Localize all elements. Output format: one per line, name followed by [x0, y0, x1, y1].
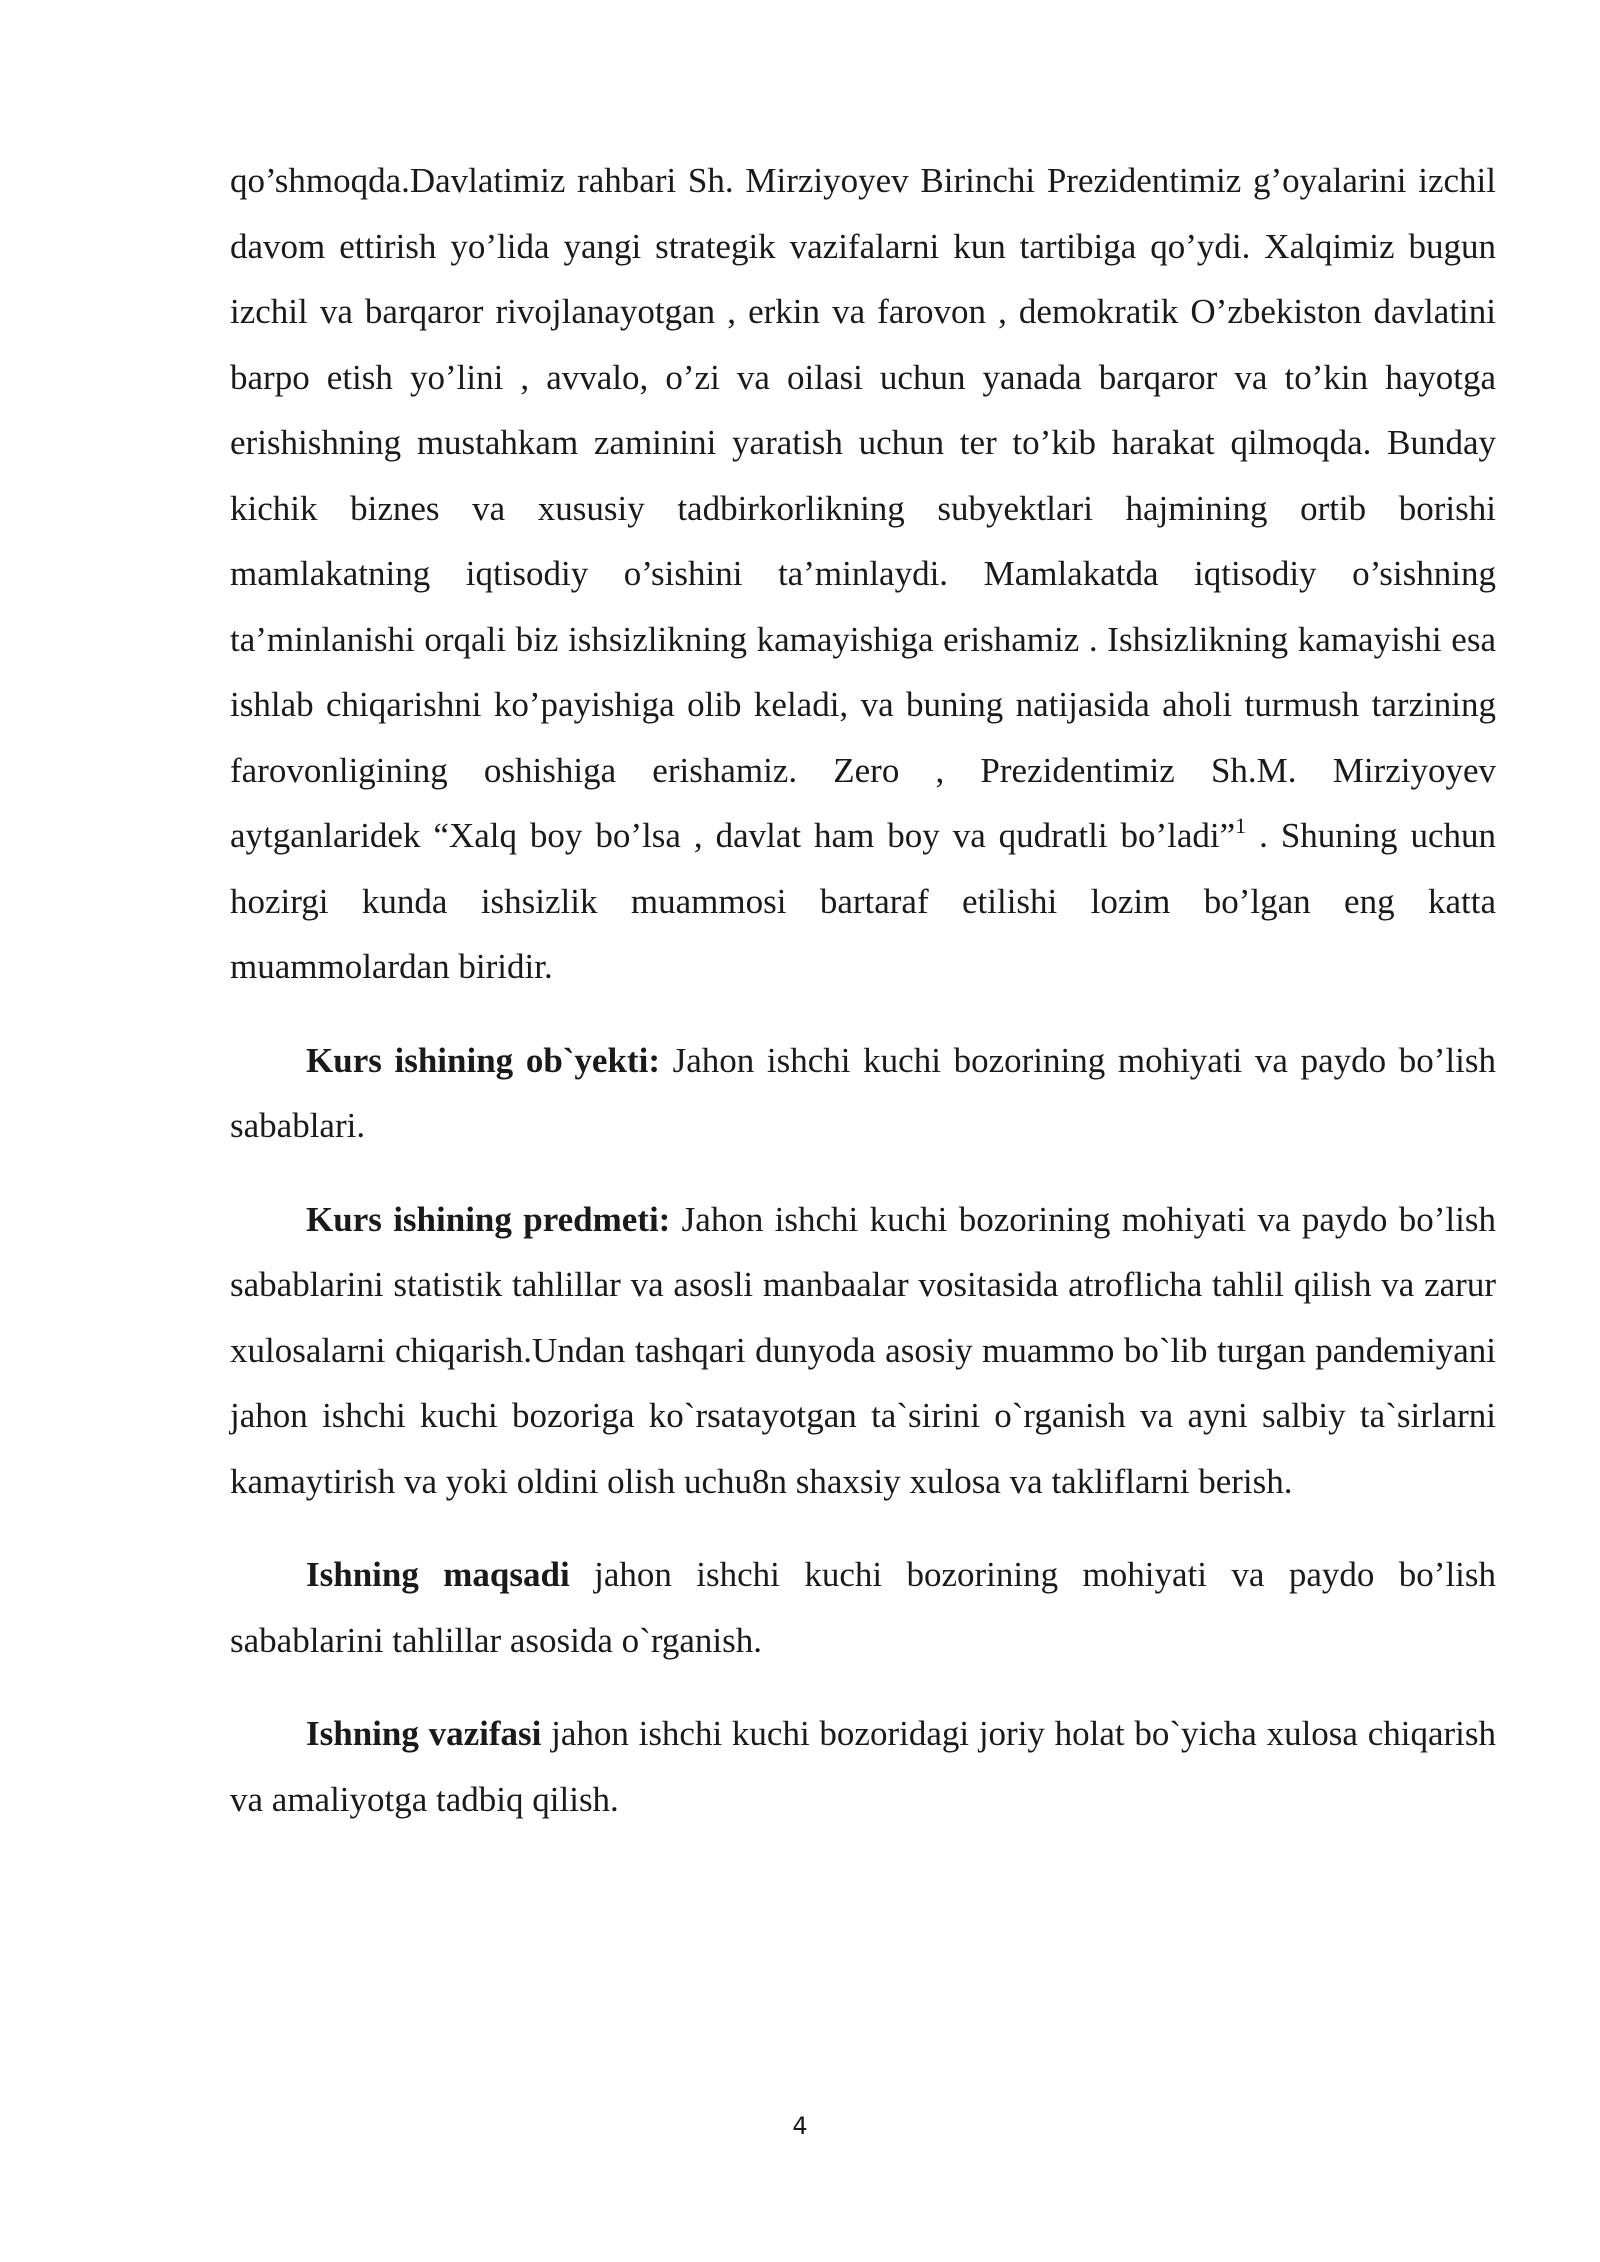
page-number: 4 [792, 2112, 808, 2140]
section-body-task: jahon ishchi kuchi bozoridagi joriy holat bo`yicha xulosa chiqarish va amaliyotga tadbiq qilish. [230, 1714, 1496, 1819]
section-body-subject: Jahon ishchi kuchi bozorining mohiyati va paydo bo’lish sabablarini statistik tahlillar va asosli manbaalar vositasida atroflicha tahlil qilish va zarur xulosalarni chiqarish.Undan tashqari dunyoda asosiy muammo bo`lib turgan pandemiyani jahon ishchi kuchi bozoriga ko`rsatayotgan ta`sirini o`rganish va ayni salbiy ta`sirlarni kamaytirish va yoki oldini olish uchu8n shaxsiy xulosa va takliflarni berish. [230, 1199, 1496, 1501]
document-page [230, 148, 1496, 1832]
intro-paragraph [230, 148, 1496, 1000]
section-body-goal: jahon ishchi kuchi bozorining mohiyati va paydo bo’lish sabablarini tahlillar asosida o`rganish. [230, 1555, 1497, 1660]
section-heading-subject: Kurs ishining predmeti: [306, 1199, 671, 1239]
intro-text-continued: . Shuning uchun hozirgi kunda ishsizlik muammosi bartaraf etilishi lozim bo’lgan eng katta muammolardan biridir. [230, 816, 1496, 986]
section-body-object: Jahon ishchi kuchi bozorining mohiyati va paydo bo’lish sabablari. [230, 1040, 1496, 1145]
section-object [230, 1028, 1496, 1159]
section-heading-goal: Ishning maqsadi [306, 1555, 570, 1594]
section-goal [230, 1542, 1496, 1673]
intro-text: qo’shmoqda.Davlatimiz rahbari Sh. Mirziyoyev Birinchi Prezidentimiz g’oyalarini izchil davom ettirish yo’lida yangi strategik vazifalarni kun tartibiga qo’ydi. Xalqimiz bugun izchil va barqaror rivojlanayotgan , erkin va farovon , demokratik O’zbekiston davlatini barpo etish yo’lini , avvalo, o’zi va oilasi uchun yanada barqaror va to’kin hayotga erishishning mustahkam zaminini yaratish uchun ter to’kib harakat qilmoqda. Bunday kichik biznes va xususiy tadbirkorlikning subyektlari hajmining ortib borishi mamlakatning iqtisodiy o’sishini ta’minlaydi. Mamlakatda iqtisodiy o’sishning ta’minlanishi orqali biz ishsizlikning kamayishiga erishamiz . Ishsizlikning kamayishi esa ishlab chiqarishni ko’payishiga olib keladi, va buning natijasida aholi turmush tarzining farovonligining oshishiga erishamiz. Zero , Prezidentimiz Sh.M. Mirziyoyev aytganlaridek “Xalq boy bo’lsa , davlat ham boy va qudratli bo’ladi” [230, 161, 1496, 855]
section-heading-task: Ishning vazifasi [306, 1714, 542, 1753]
section-subject [230, 1187, 1496, 1515]
section-heading-object: Kurs ishining ob`yekti: [306, 1040, 660, 1080]
footnote-reference[interactable]: 1 [1235, 813, 1247, 838]
section-task [230, 1701, 1496, 1832]
